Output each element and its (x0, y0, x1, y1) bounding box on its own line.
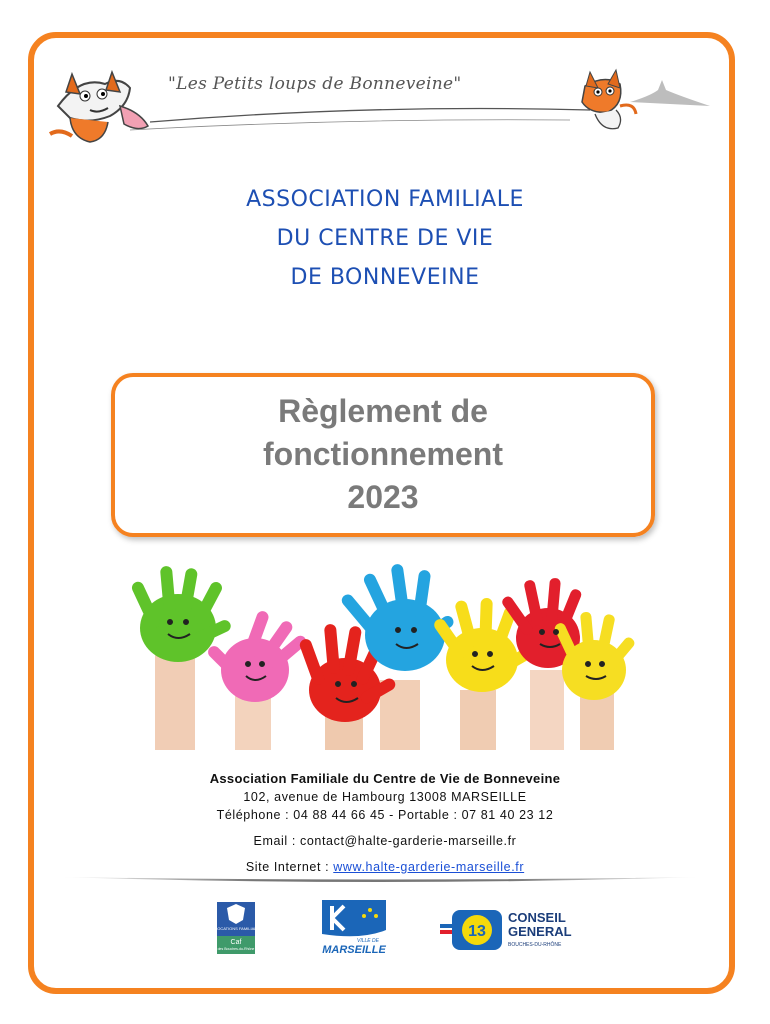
reglement-line-2: fonctionnement (263, 436, 503, 472)
caf-name-text: Caf (230, 939, 242, 946)
association-line-2: DU CENTRE DE VIE (276, 226, 494, 251)
website-label: Site Internet : (245, 860, 334, 874)
conseil-line2-text: GENERAL (508, 924, 572, 939)
conseil-line3-text: BOUCHES-DU-RHÔNE (508, 942, 562, 948)
email: Email : contact@halte-garderie-marseille.fr (253, 834, 517, 848)
conseil-line1-text: CONSEIL (508, 910, 566, 925)
website-link[interactable]: www.halte-garderie-marseille.fr (333, 860, 525, 874)
org-name: Association Familiale du Centre de Vie de Bonneveine (209, 771, 561, 786)
marseille-name-text: MARSEILLE (322, 944, 386, 956)
phone: Téléphone : 04 88 44 66 45 - Portable : 07 81 40 23 12 (216, 808, 554, 822)
reglement-title (111, 390, 655, 519)
footer-divider (60, 873, 700, 887)
conseil-number-text: 13 (468, 923, 486, 940)
caf-sub-text: des Bouches-du-Rhône (217, 947, 255, 951)
association-line-1: ASSOCIATION FAMILIALE (246, 187, 524, 212)
painted-hands-image (110, 560, 635, 750)
marseille-logo-icon (322, 900, 386, 956)
banner-title: "Les Petits loups de Bonneveine" (168, 74, 462, 94)
wolf-left-icon (50, 72, 148, 142)
association-heading (120, 180, 650, 297)
contact-info (100, 770, 670, 876)
caf-top-text: ALLOCATIONS FAMILIALES (210, 926, 262, 931)
marseille-small-text: VILLE DE (357, 938, 379, 944)
conseil-general-logo-icon (440, 906, 580, 956)
caf-logo-icon (210, 902, 262, 954)
association-line-3: DE BONNEVEINE (290, 265, 480, 290)
reglement-line-1: Règlement de (278, 393, 488, 429)
address: 102, avenue de Hambourg 13008 MARSEILLE (243, 790, 527, 804)
reglement-line-3: 2023 (347, 479, 419, 515)
wolf-right-icon (582, 70, 636, 129)
